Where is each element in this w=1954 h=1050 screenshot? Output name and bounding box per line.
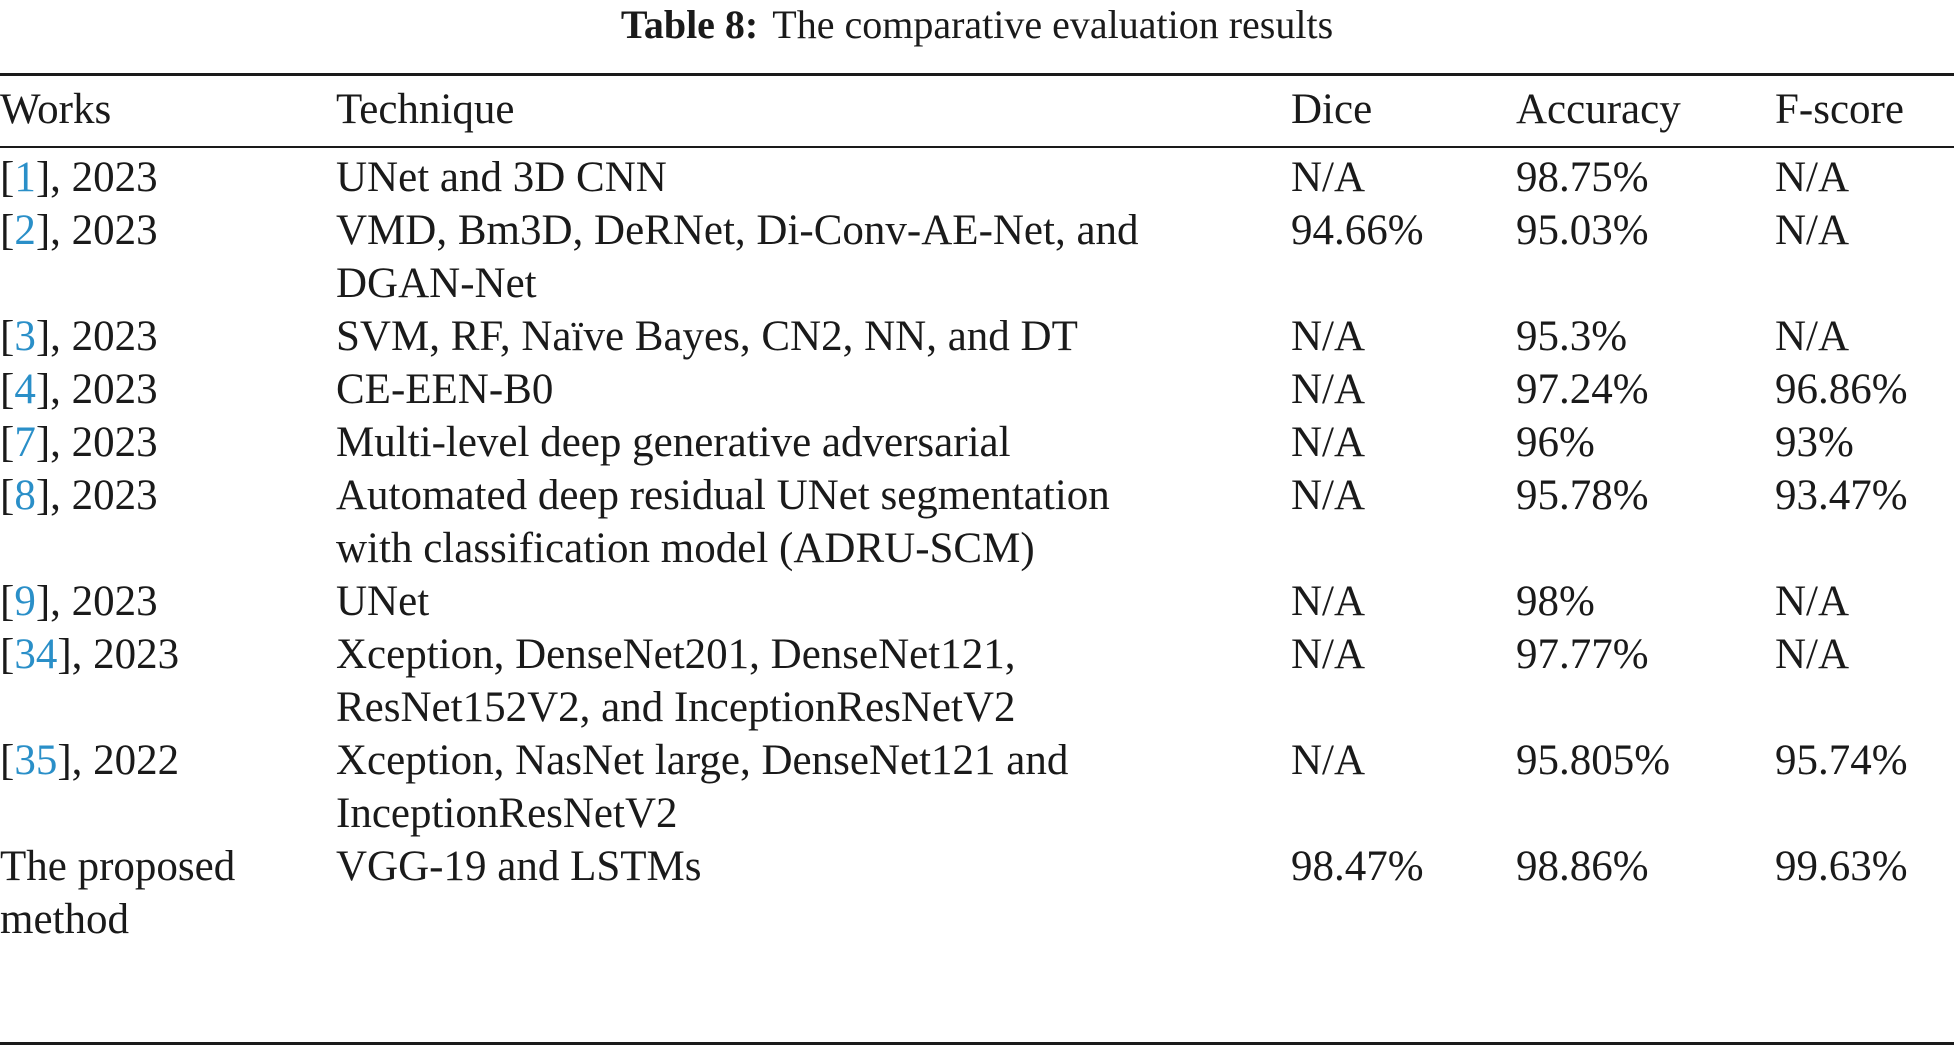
table-row (0, 628, 1954, 734)
works-line-2: method (0, 896, 129, 943)
technique-cell (336, 469, 1291, 575)
dice-cell: 98.47% (1291, 843, 1424, 890)
technique-line: CE-EEN-B0 (336, 366, 554, 413)
technique-line: UNet (336, 578, 430, 625)
technique-line-2: InceptionResNetV2 (336, 790, 678, 837)
works-line: The proposed (0, 843, 236, 890)
fscore-cell: 99.63% (1775, 843, 1908, 890)
citation-link[interactable]: 8 (14, 472, 36, 519)
header-technique: Technique (336, 86, 515, 133)
fscore-cell: N/A (1775, 207, 1850, 254)
table-row-proposed (0, 840, 1954, 946)
dice-cell: N/A (1291, 313, 1366, 360)
citation-link[interactable]: 34 (14, 631, 58, 678)
table-row (0, 469, 1954, 575)
technique-cell (336, 143, 1291, 204)
works-cell: [2], 2023 (0, 207, 158, 254)
table-caption (0, 0, 1954, 50)
fscore-cell: 93.47% (1775, 472, 1908, 519)
accuracy-cell: 95.3% (1516, 313, 1628, 360)
table-row (0, 575, 1954, 628)
citation-link[interactable]: 2 (14, 207, 36, 254)
technique-line: Multi-level deep generative adversarial (336, 419, 1011, 466)
technique-cell (336, 575, 1291, 628)
works-cell (0, 840, 336, 946)
year-text: , 2023 (50, 578, 158, 625)
works-cell: [4], 2023 (0, 366, 158, 413)
top-rule (0, 73, 1954, 76)
year-text: , 2023 (50, 366, 158, 413)
fscore-cell: 95.74% (1775, 737, 1908, 784)
technique-cell (336, 310, 1291, 363)
dice-cell: N/A (1291, 366, 1366, 413)
header-works: Works (0, 86, 112, 133)
technique-line: VMD, Bm3D, DeRNet, Di-Conv-AE-Net, and (336, 207, 1139, 254)
technique-cell (336, 363, 1291, 416)
table-row (0, 204, 1954, 310)
header-row (0, 83, 1954, 143)
technique-line: Xception, NasNet large, DenseNet121 and (336, 737, 1069, 784)
works-cell: [7], 2023 (0, 419, 158, 466)
accuracy-cell: 97.77% (1516, 631, 1649, 678)
accuracy-cell: 95.78% (1516, 472, 1649, 519)
dice-cell: N/A (1291, 631, 1366, 678)
table-row (0, 310, 1954, 363)
year-text: , 2023 (50, 472, 158, 519)
technique-line: SVM, RF, Naïve Bayes, CN2, NN, and DT (336, 313, 1078, 360)
table-row (0, 734, 1954, 840)
year-text: , 2023 (50, 419, 158, 466)
accuracy-cell: 95.03% (1516, 207, 1649, 254)
technique-line-2: DGAN-Net (336, 260, 537, 307)
header-accuracy: Accuracy (1516, 86, 1681, 133)
technique-cell (336, 840, 1291, 946)
table-row (0, 143, 1954, 204)
accuracy-cell: 98.86% (1516, 843, 1649, 890)
technique-line: Automated deep residual UNet segmentation (336, 472, 1110, 519)
table-caption-label: Table 8: (620, 2, 759, 47)
technique-line-2: with classification model (ADRU-SCM) (336, 525, 1035, 572)
citation-link[interactable]: 7 (14, 419, 36, 466)
technique-line: UNet and 3D CNN (336, 154, 667, 201)
fscore-cell: 93% (1775, 419, 1854, 466)
works-cell: [34], 2023 (0, 631, 180, 678)
technique-cell (336, 734, 1291, 840)
works-cell: [3], 2023 (0, 313, 158, 360)
citation-link[interactable]: 3 (14, 313, 36, 360)
dice-cell: N/A (1291, 472, 1366, 519)
fscore-cell: N/A (1775, 578, 1850, 625)
technique-cell (336, 204, 1291, 310)
technique-line: VGG-19 and LSTMs (336, 843, 702, 890)
works-cell: [8], 2023 (0, 472, 158, 519)
table-row (0, 363, 1954, 416)
fscore-cell: N/A (1775, 313, 1850, 360)
dice-cell: N/A (1291, 578, 1366, 625)
technique-cell (336, 628, 1291, 734)
year-text: , 2023 (71, 631, 180, 678)
year-text: , 2023 (50, 207, 158, 254)
year-text: , 2023 (50, 154, 158, 201)
fscore-cell: N/A (1775, 154, 1850, 201)
citation-link[interactable]: 4 (14, 366, 36, 413)
fscore-cell: 96.86% (1775, 366, 1908, 413)
technique-line-2: ResNet152V2, and InceptionResNetV2 (336, 684, 1016, 731)
year-text: , 2023 (50, 313, 158, 360)
dice-cell: 94.66% (1291, 207, 1424, 254)
header-dice: Dice (1291, 86, 1373, 133)
year-text: , 2022 (71, 737, 180, 784)
technique-line: Xception, DenseNet201, DenseNet121, (336, 631, 1016, 678)
dice-cell: N/A (1291, 419, 1366, 466)
citation-link[interactable]: 1 (14, 154, 36, 201)
accuracy-cell: 98.75% (1516, 154, 1649, 201)
works-cell: [1], 2023 (0, 154, 158, 201)
accuracy-cell: 97.24% (1516, 366, 1649, 413)
header-fscore: F-score (1775, 86, 1904, 133)
table-caption-text: The comparative evaluation results (772, 2, 1334, 47)
table-row (0, 416, 1954, 469)
works-cell: [35], 2022 (0, 737, 180, 784)
accuracy-cell: 96% (1516, 419, 1595, 466)
dice-cell: N/A (1291, 154, 1366, 201)
citation-link[interactable]: 35 (14, 737, 58, 784)
accuracy-cell: 98% (1516, 578, 1595, 625)
accuracy-cell: 95.805% (1516, 737, 1671, 784)
works-cell: [9], 2023 (0, 578, 158, 625)
dice-cell: N/A (1291, 737, 1366, 784)
bottom-rule (0, 1042, 1954, 1045)
results-table (0, 83, 1954, 946)
fscore-cell: N/A (1775, 631, 1850, 678)
technique-cell (336, 416, 1291, 469)
citation-link[interactable]: 9 (14, 578, 36, 625)
